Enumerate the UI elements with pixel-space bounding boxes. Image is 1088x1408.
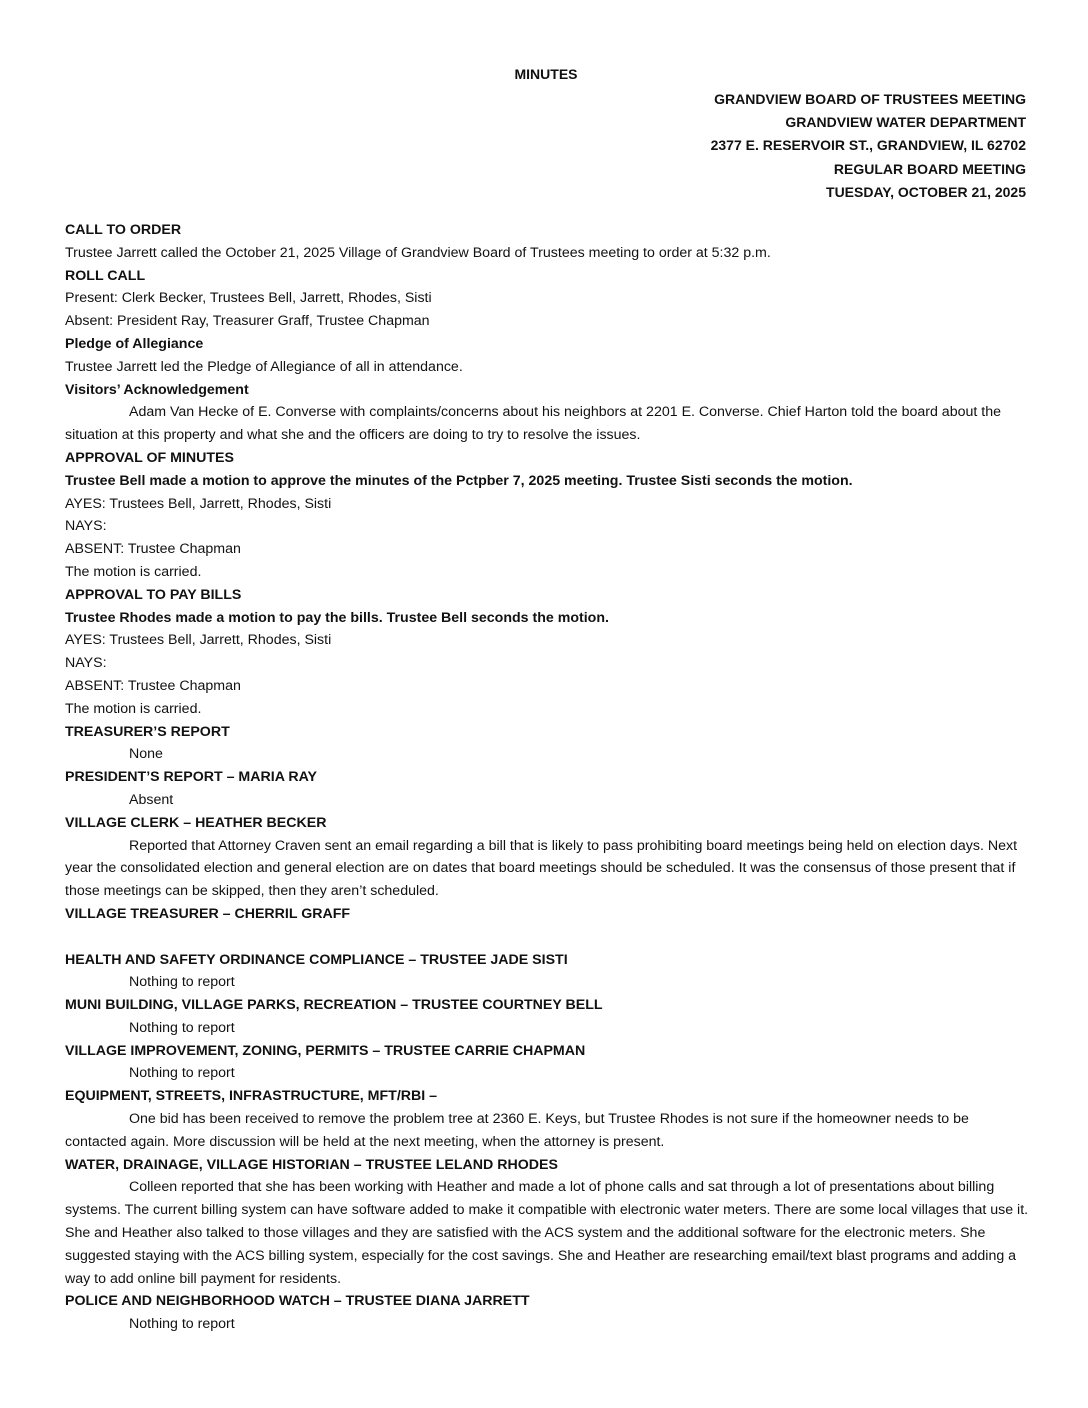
roll-call-absent: Absent: President Ray, Treasurer Graff, Trustee Chapman (65, 313, 430, 330)
section-heading-muni-building: MUNI BUILDING, VILLAGE PARKS, RECREATION – TRUSTEE COURTNEY BELL (65, 997, 603, 1014)
section-heading-health-safety: HEALTH AND SAFETY ORDINANCE COMPLIANCE – TRUSTEE JADE SISTI (65, 951, 568, 968)
bills-absent: ABSENT: Trustee Chapman (65, 677, 241, 694)
treasurers-report-text: None (129, 746, 163, 763)
blank-line (65, 926, 1030, 949)
presidents-report-text: Absent (129, 791, 174, 808)
minutes-body (65, 219, 1030, 1336)
header-line-board: GRANDVIEW BOARD OF TRUSTEES MEETING (714, 91, 1026, 107)
bills-result: The motion is carried. (65, 700, 202, 717)
visitors-text: Adam Van Hecke of E. Converse with complaints/concerns about his neighbors at 2201 E. Converse. Chief Harton told the board about the situation at this property and what she and the officers are doing to try to resolve the issues. (65, 404, 1001, 444)
health-safety-text: Nothing to report (129, 974, 235, 991)
section-heading-visitors: Visitors’ Acknowledgement (65, 381, 249, 398)
header-line-date: TUESDAY, OCTOBER 21, 2025 (826, 183, 1026, 200)
section-heading-village-treasurer: VILLAGE TREASURER – CHERRIL GRAFF (65, 905, 351, 922)
section-heading-village-clerk: VILLAGE CLERK – HEATHER BECKER (65, 814, 327, 831)
minutes-motion: Trustee Bell made a motion to approve the minutes of the Pctpber 7, 2025 meeting. Trustee Sisti seconds the motion. (65, 472, 853, 489)
minutes-ayes: AYES: Trustees Bell, Jarrett, Rhodes, Sisti (65, 495, 332, 512)
section-heading-pledge: Pledge of Allegiance (65, 335, 204, 352)
call-to-order-text: Trustee Jarrett called the October 21, 2025 Village of Grandview Board of Trustees meeting to order at 5:32 p.m. (65, 244, 771, 261)
village-improvement-text: Nothing to report (129, 1065, 235, 1082)
roll-call-present: Present: Clerk Becker, Trustees Bell, Jarrett, Rhodes, Sisti (65, 290, 432, 307)
document-title: MINUTES (514, 66, 578, 82)
bills-motion: Trustee Rhodes made a motion to pay the bills. Trustee Bell seconds the motion. (65, 609, 609, 626)
pledge-text: Trustee Jarrett led the Pledge of Allegiance of all in attendance. (65, 358, 463, 375)
police-text: Nothing to report (129, 1316, 235, 1333)
header-line-address: 2377 E. RESERVOIR ST., GRANDVIEW, IL 62702 (710, 137, 1026, 154)
section-heading-water: WATER, DRAINAGE, VILLAGE HISTORIAN – TRUSTEE LELAND RHODES (65, 1156, 558, 1173)
section-heading-approval-to-pay-bills: APPROVAL TO PAY BILLS (65, 586, 242, 603)
meeting-header (711, 88, 1026, 204)
section-heading-call-to-order: CALL TO ORDER (65, 222, 182, 238)
header-line-department: GRANDVIEW WATER DEPARTMENT (785, 114, 1026, 131)
bills-nays: NAYS: (65, 655, 107, 672)
village-clerk-text: Reported that Attorney Craven sent an email regarding a bill that is likely to pass prohibiting board meetings being held on election days. Next year the consolidated election and general election are on dates that board meetings should be scheduled. It was the consensus of those present that if those meetings can be skipped, then they aren’t scheduled. (65, 837, 1018, 900)
water-text: Colleen reported that she has been working with Heather and made a lot of phone calls and sat through a lot of presentations about billing systems. The current billing system can have software added to make it compatible with electronic water meters. There are some local villages that use it. She and Heather also talked to those villages and they are satisfied with the ACS system and the additional software for the electronic meters. She suggested staying with the ACS billing system, especially for the cost savings. She and Heather are researching email/text blast programs and adding a way to add online bill payment for residents. (65, 1179, 1029, 1287)
section-heading-roll-call: ROLL CALL (65, 267, 146, 284)
section-heading-equipment: EQUIPMENT, STREETS, INFRASTRUCTURE, MFT/RBI – (65, 1088, 438, 1105)
section-heading-approval-of-minutes: APPROVAL OF MINUTES (65, 449, 234, 466)
minutes-nays: NAYS: (65, 518, 107, 535)
section-heading-presidents-report: PRESIDENT’S REPORT – MARIA RAY (65, 769, 317, 786)
equipment-text: One bid has been received to remove the problem tree at 2360 E. Keys, but Trustee Rhodes is not sure if the homeowner needs to be contacted again. More discussion will be held at the next meeting, when the attorney is present. (65, 1111, 969, 1150)
section-heading-village-improvement: VILLAGE IMPROVEMENT, ZONING, PERMITS – TRUSTEE CARRIE CHAPMAN (65, 1042, 586, 1059)
header-line-meeting-type: REGULAR BOARD MEETING (833, 160, 1026, 177)
bills-ayes: AYES: Trustees Bell, Jarrett, Rhodes, Sisti (65, 632, 332, 649)
minutes-result: The motion is carried. (65, 563, 202, 580)
section-heading-treasurers-report: TREASURER’S REPORT (65, 723, 230, 740)
section-heading-police: POLICE AND NEIGHBORHOOD WATCH – TRUSTEE DIANA JARRETT (65, 1293, 530, 1310)
minutes-absent: ABSENT: Trustee Chapman (65, 541, 241, 558)
muni-building-text: Nothing to report (129, 1019, 235, 1036)
